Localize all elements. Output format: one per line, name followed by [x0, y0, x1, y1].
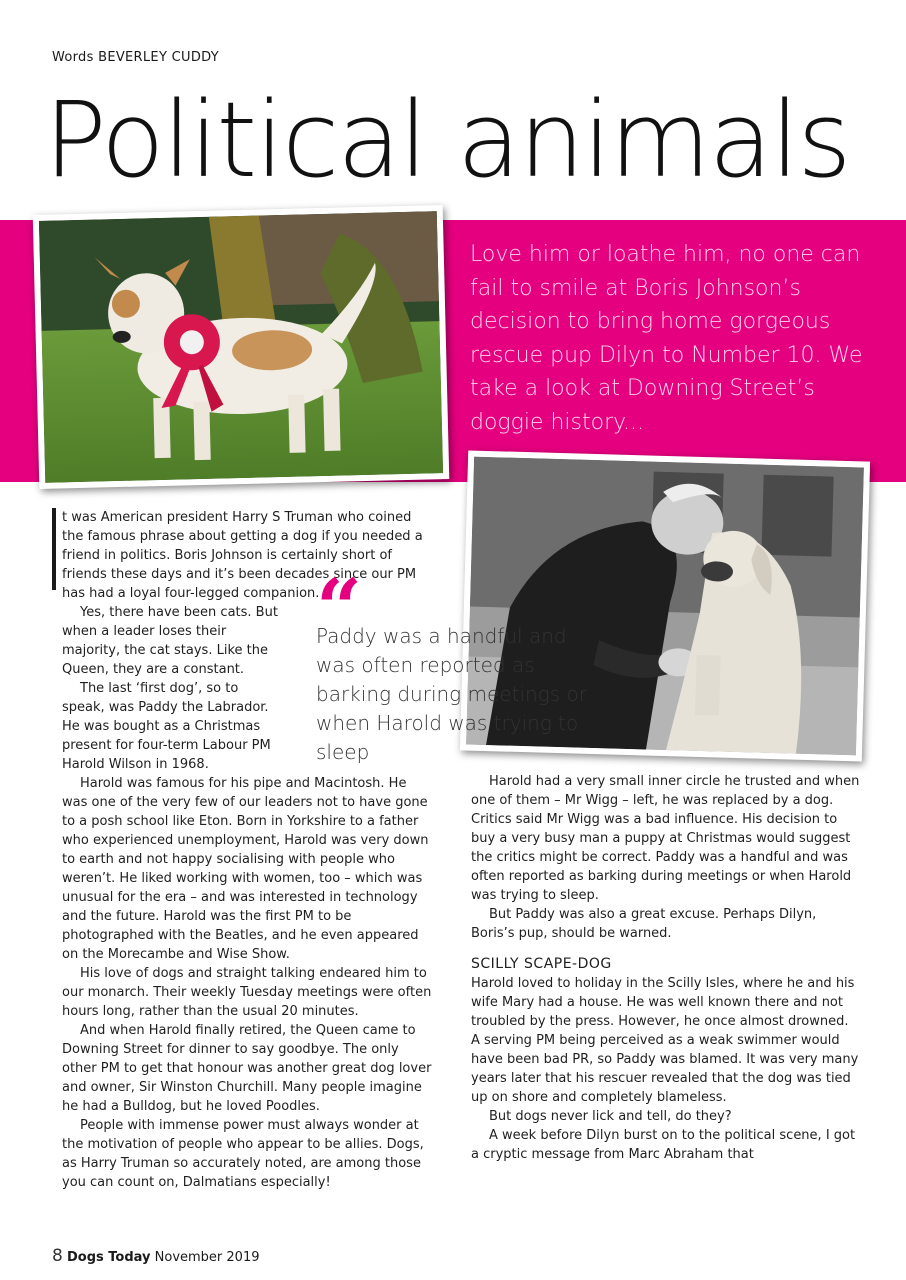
left-column: [62, 508, 434, 1192]
byline: Words BEVERLEY CUDDY: [52, 50, 219, 65]
dog-with-rosette-image: [39, 211, 443, 483]
paragraph: Harold had a very small inner circle he trusted and when one of them – Mr Wigg – left, he was replaced by a dog. Critics said Mr Wigg was a bad influence. His decision to buy a very busy man a puppy at Christmas would suggest the critics might be correct. Paddy was a handful and was often reported as barking during meetings or when Harold was trying to sleep.: [471, 774, 860, 903]
page-title: Political animals: [44, 79, 850, 201]
issue-date: November 2019: [154, 1250, 260, 1265]
subhead: SCILLY SCAPE-DOG: [471, 956, 612, 972]
paragraph: But dogs never lick and tell, do they?: [489, 1109, 732, 1124]
paragraph: Harold loved to holiday in the Scilly Isles, where he and his wife Mary had a house. He was well known there and not troubled by the press. However, he once almost drowned. A serving PM being perceived as a weak swimmer would have been bad PR, so Paddy was blamed. It was very many years later that his rescuer revealed that the dog was tied up on shore and completely blameless.: [471, 976, 859, 1105]
paragraph: Harold was famous for his pipe and Macintosh. He was one of the very few of our leaders not to have gone to a posh school like Eton. Born in Yorkshire to a father who experienced unemployment, Harold was very down to earth and not happy socialising with people who weren’t. He liked working with women, too – which was unusual for the era – and was interested in technology and the future. Harold was the first PM to be photographed with the Beatles, and he even appeared on the Morecambe and Wise Show.: [62, 776, 429, 962]
quote-mark: “: [316, 561, 363, 655]
paragraph: Yes, there have been cats. But when a leader loses their majority, the cat stays. Like the Queen, they are a constant.: [62, 605, 278, 677]
page-number: 8: [52, 1246, 63, 1266]
paragraph: A week before Dilyn burst on to the political scene, I got a cryptic message from Marc Abraham that: [471, 1128, 856, 1162]
magazine-name: Dogs Today: [66, 1250, 151, 1265]
drop-cap-bar: [52, 508, 56, 590]
standfirst: Love him or loathe him, no one can fail to smile at Boris Johnson’s decision to bring home gorgeous rescue pup Dilyn to Number 10. We take a look at Downing Street’s doggie history...: [470, 242, 863, 435]
paragraph: The last ‘first dog’, so to speak, was Paddy the Labrador. He was bought as a Christmas present for four-term Labour PM Harold Wilson in 1968.: [62, 681, 271, 772]
right-column: [471, 772, 861, 1164]
dilyn-photo: [33, 205, 450, 489]
paragraph: But Paddy was also a great excuse. Perhaps Dilyn, Boris’s pup, should be warned.: [471, 907, 817, 941]
page-footer: [52, 1246, 260, 1266]
pull-quote: Paddy was a handful and was often reported as barking during meetings or when Harold was trying to sleep: [316, 624, 587, 764]
paragraph: People with immense power must always wonder at the motivation of people who appear to be allies. Dogs, as Harry Truman so accurately noted, are among those you can count on, Dalmatians especially!: [62, 1118, 424, 1190]
paragraph: t was American president Harry S Truman who coined the famous phrase about getting a dog if you needed a friend in politics. Boris Johnson is certainly short of friends these days and it’s been decades since our PM has had a loyal four-legged companion.: [62, 510, 423, 601]
paragraph: And when Harold finally retired, the Queen came to Downing Street for dinner to say goodbye. The only other PM to get that honour was another great dog lover and owner, Sir Winston Churchill. Many people imagine he had a Bulldog, but he loved Poodles.: [62, 1023, 432, 1114]
paragraph: His love of dogs and straight talking endeared him to our monarch. Their weekly Tuesday meetings were often hours long, rather than the usual 20 minutes.: [62, 966, 432, 1019]
